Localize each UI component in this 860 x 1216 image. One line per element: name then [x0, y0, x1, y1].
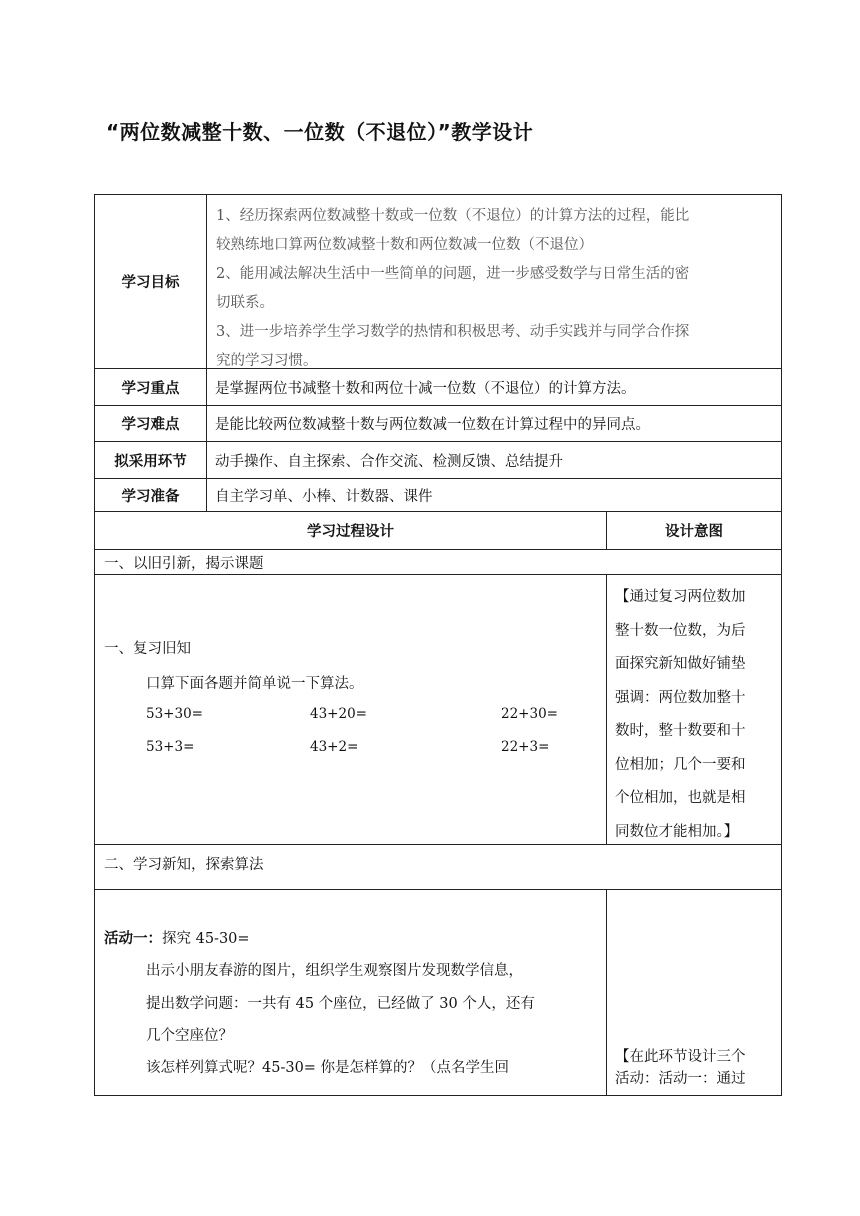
row-difficulty: [95, 406, 781, 442]
intent-line: 活动：活动一：通过: [615, 1071, 746, 1087]
key-point-label: 学习重点: [95, 369, 207, 405]
activity-label: 活动一：: [104, 931, 162, 947]
intent-line: 位相加；几个一要和: [615, 756, 746, 773]
equation: 22+30=: [501, 706, 558, 722]
equation: 53+30=: [146, 706, 203, 722]
section1-intent-cell: [607, 575, 781, 844]
row-steps: [95, 442, 781, 479]
intent-line: 同数位才能相加。】: [615, 823, 739, 840]
intent-line: 数时，整十数要和十: [615, 723, 746, 739]
equation: 43+2=: [310, 739, 359, 755]
prep-value: 自主学习单、小棒、计数器、课件: [215, 488, 433, 505]
goals-line: 较熟练地口算两位数减整十数和两位数减一位数（不退位）: [216, 237, 593, 253]
equation: 22+3=: [501, 739, 550, 755]
difficulty-label: 学习难点: [95, 406, 207, 441]
goals-line: 2、能用减法解决生活中一些简单的问题，进一步感受数学与日常生活的密: [216, 266, 690, 282]
section2-design-cell: [95, 890, 607, 1095]
equation: 43+20=: [310, 706, 367, 722]
difficulty-value: 是能比较两位数减整十数与两位数减一位数在计算过程中的异同点。: [215, 417, 650, 433]
intent-line: 【通过复习两位数加: [615, 589, 746, 605]
section1-design-cell: [95, 575, 607, 844]
review-title: 一、复习旧知: [104, 641, 191, 657]
process-design-header: 学习过程设计: [95, 512, 607, 549]
prep-label: 学习准备: [95, 479, 207, 511]
activity-line: 几个空座位？: [146, 1028, 233, 1044]
lesson-plan-table: [94, 194, 782, 1096]
intent-line: 强调：两位数加整十: [615, 689, 746, 706]
section2-title-row: [95, 845, 781, 890]
goals-line: 究的学习习惯。: [216, 353, 318, 369]
goals-content: [207, 195, 781, 368]
equation: 53+3=: [146, 739, 195, 755]
section2-title: 二、学习新知，探索算法: [104, 857, 264, 873]
review-instruction: 口算下面各题并简单说一下算法。: [146, 676, 364, 692]
section1-title: 一、以旧引新，揭示课题: [104, 555, 264, 572]
goals-line: 3、进一步培养学生学习数学的热情和积极思考、动手实践并与同学合作探: [216, 324, 690, 340]
row-goals: [95, 195, 781, 369]
key-point-value: 是掌握两位书减整十数和两位十减一位数（不退位）的计算方法。: [215, 380, 636, 397]
activity-title: 探究 45-30=: [162, 931, 250, 947]
intent-line: 【在此环节设计三个: [615, 1049, 746, 1065]
section2-intent-cell: [607, 890, 781, 1095]
activity-one-heading: [104, 927, 250, 948]
page-title: “两位数减整十数、一位数（不退位）”教学设计: [106, 120, 534, 144]
process-header-row: [95, 512, 781, 550]
section1-title-row: [95, 550, 781, 575]
activity-line: 出示小朋友春游的图片，组织学生观察图片发现数学信息，: [146, 963, 523, 979]
row-prep: [95, 479, 781, 512]
goals-line: 切联系。: [216, 295, 274, 311]
section1-content-row: [95, 575, 781, 845]
activity-line: 提出数学问题：一共有 45 个座位，已经做了 30 个人，还有: [146, 996, 535, 1012]
intent-line: 个位相加，也就是相: [615, 790, 746, 806]
steps-value: 动手操作、自主探索、合作交流、检测反馈、总结提升: [215, 453, 563, 470]
goals-label: 学习目标: [95, 195, 207, 368]
steps-label: 拟采用环节: [95, 442, 207, 478]
section1-intent-text: [615, 581, 777, 849]
intent-line: 面探究新知做好铺垫: [615, 656, 746, 672]
section2-content-row: [95, 890, 781, 1095]
goals-line: 1、经历探索两位数减整十数或一位数（不退位）的计算方法的过程，能比: [216, 208, 690, 224]
activity-line: 该怎样列算式呢？45-30= 你是怎样算的？（点名学生回: [146, 1060, 510, 1076]
intent-line: 整十数一位数，为后: [615, 622, 746, 639]
design-intent-header: 设计意图: [665, 524, 723, 540]
row-key-point: [95, 369, 781, 406]
